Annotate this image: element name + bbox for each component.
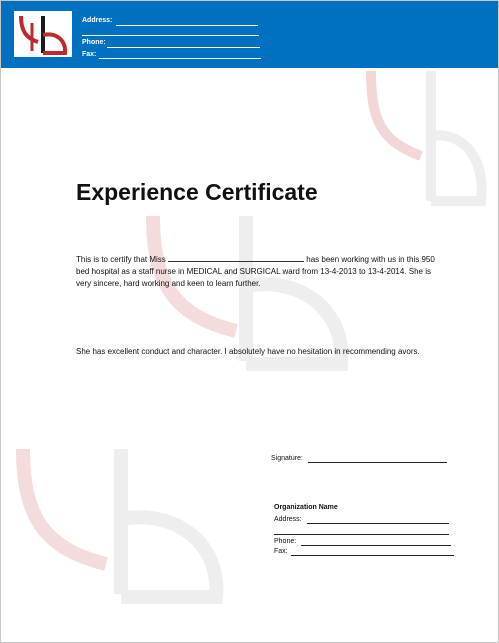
header-address-label: Address: [82, 17, 113, 24]
certificate-title: Experience Certificate [76, 179, 318, 205]
org-fax-line [291, 555, 454, 556]
org-phone-label: Phone: [274, 538, 297, 545]
org-address-line-2 [274, 534, 449, 535]
org-phone-line [301, 545, 451, 546]
logo-watermark-bottom-left [11, 439, 231, 604]
signature-line [308, 462, 447, 463]
logo [14, 11, 72, 57]
header-band [1, 1, 498, 68]
header-phone-line [107, 47, 260, 48]
name-blank-line [168, 254, 304, 262]
org-address-line [307, 523, 449, 524]
org-address-label: Address: [274, 516, 302, 523]
header-address-line [116, 25, 258, 26]
paragraph-1-rest: has been working with us in this 950 bed hospital as a staff nurse in MEDICAL and SURGICAL ward from 13-4-2013 to 13-4-2014. She is very sincere, hard working and keen to learn further. [76, 255, 435, 288]
header-address-line-2 [82, 35, 259, 36]
header-fax-line [99, 58, 261, 59]
paragraph-1-start: This is to certify that Miss [76, 255, 166, 264]
certificate-paragraph-2: She has excellent conduct and character. I absolutely have no hesitation in recommending avors. [76, 347, 420, 356]
signature-label: Signature: [271, 455, 303, 462]
header-fax-label: Fax: [82, 51, 97, 58]
logo-icon [14, 11, 72, 57]
org-fax-label: Fax: [274, 548, 288, 555]
logo-watermark-top-right [361, 61, 498, 211]
certificate-paragraph-1 [76, 254, 436, 290]
header-phone-label: Phone: [82, 39, 106, 46]
organization-name-label: Organization Name [274, 504, 338, 511]
